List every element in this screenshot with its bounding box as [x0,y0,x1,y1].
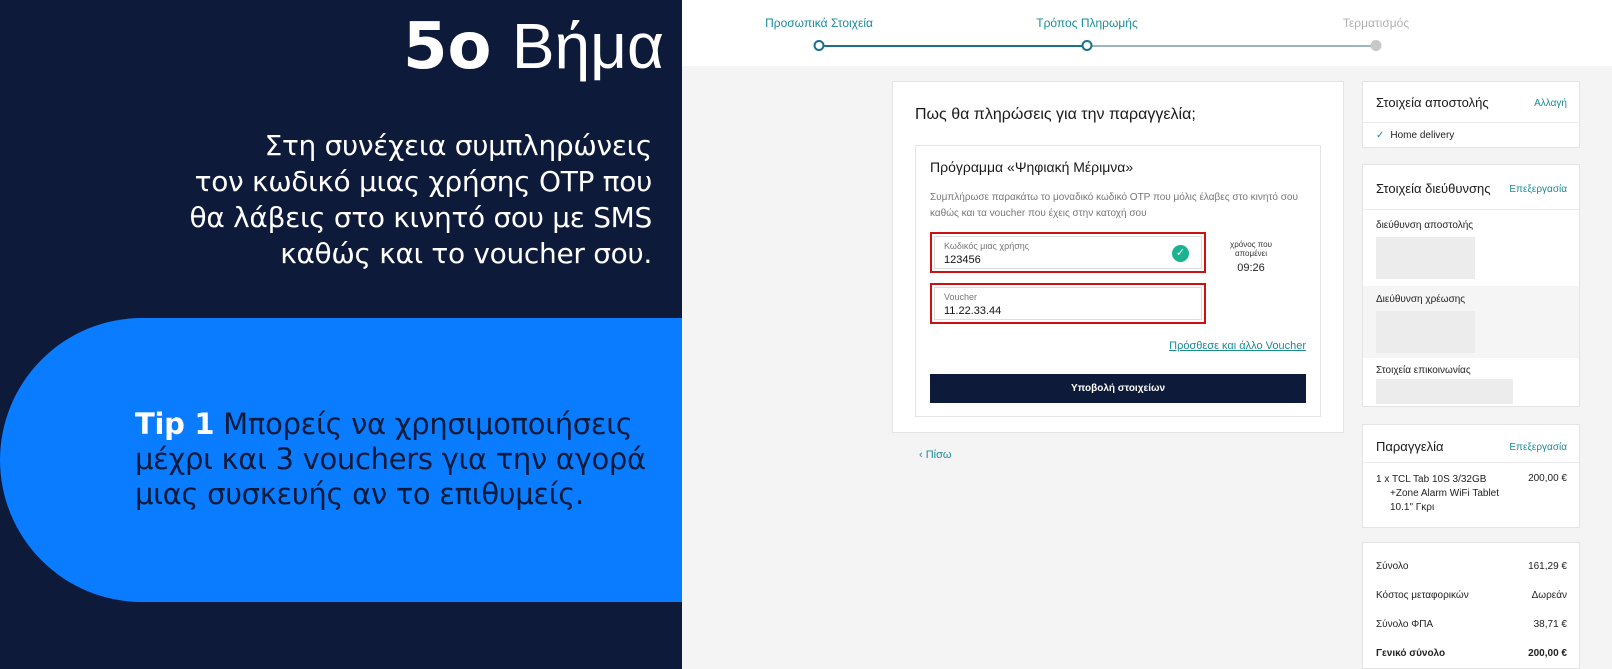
back-link[interactable]: ‹ Πίσω [919,449,952,461]
voucher-field-highlight [930,283,1206,324]
program-title: Πρόγραμμα «Ψηφιακή Μέριμνα» [930,159,1134,175]
step-heading [403,8,664,85]
check-icon: ✓ [1376,130,1385,141]
divider [1363,122,1579,123]
shipping-option [1376,130,1454,141]
check-circle-icon: ✓ [1172,245,1189,262]
shipping-change-link[interactable]: Αλλαγή [1534,98,1567,109]
timer-value: 09:26 [1237,262,1265,274]
grand-total-label: Γενικό σύνολο [1376,648,1446,659]
order-title: Παραγγελία [1376,439,1444,454]
step-payment-method[interactable]: Τρόπος Πληρωμής [1036,16,1138,30]
order-item-line: 10.1" Γκρι [1390,502,1435,513]
order-item-line: +Zone Alarm WiFi Tablet [1390,488,1500,499]
address-edit-link[interactable]: Επεξεργασία [1509,184,1567,195]
payment-question: Πως θα πληρώσεις για την παραγγελία; [915,106,1196,123]
voucher-input[interactable] [934,287,1202,320]
submit-button[interactable]: Υποβολή στοιχείων [930,374,1306,403]
order-item-price: 200,00 € [1528,473,1567,484]
timer-label-1: χρόνος που [1230,240,1272,249]
checkout-screenshot [682,0,1612,669]
tip-label: Tip 1 [135,407,215,441]
shipping-card [1362,81,1580,148]
order-card [1362,424,1580,528]
tip-body: Μπορείς να χρησιμοποιήσεις μέχρι και 3 vouchers για την αγορά μιας συσκευής αν το επιθυμείς. [135,407,646,511]
redacted-billing-address [1376,311,1475,353]
intro-line: Στη συνέχεια συμπληρώνεις [264,129,652,162]
step-word: Βήμα [511,10,664,82]
stepper-line-pending [1087,45,1376,47]
order-item-line: 1 x TCL Tab 10S 3/32GB [1376,474,1487,485]
voucher-value: 11.22.33.44 [944,305,1002,317]
billing-address-label: Διεύθυνση χρέωσης [1376,294,1466,305]
otp-label: Κωδικός μιας χρήσης [944,241,1030,251]
intro-line: καθώς και το voucher σου. [280,237,652,270]
shipping-title: Στοιχεία αποστολής [1376,95,1489,110]
totals-card [1362,542,1580,669]
order-item [1376,473,1499,515]
grand-total-value: 200,00 € [1528,648,1567,659]
total-value: 161,29 € [1528,561,1567,572]
intro-line: θα λάβεις στο κινητό σου με SMS [189,201,652,234]
otp-input[interactable] [934,236,1202,269]
redacted-contact [1376,379,1513,404]
shipping-option-label: Home delivery [1390,130,1455,141]
stepper-line-complete [819,45,1087,47]
instruction-panel [0,0,682,669]
program-card [915,145,1321,417]
divider [1363,462,1579,463]
shipping-cost-label: Κόστος μεταφορικών [1376,590,1469,601]
program-description: Συμπλήρωσε παρακάτω το μοναδικό κωδικό OTP που μόλις έλαβες στο κινητό σου καθώς και τα voucher που έχεις στην κατοχή σου [930,192,1298,219]
timer-label-2: απομένει [1235,249,1267,258]
step-completion: Τερματισμός [1342,16,1410,30]
shipping-address-label: διεύθυνση αποστολής [1376,220,1474,231]
step-personal-info[interactable]: Προσωπικά Στοιχεία [765,16,873,30]
total-label: Σύνολο [1376,561,1409,572]
voucher-label: Voucher [944,292,978,302]
checkout-stepper [682,0,1612,66]
shipping-cost-value: Δωρεάν [1531,590,1567,601]
step-dot-completion [1371,40,1382,51]
address-title: Στοιχεία διεύθυνσης [1376,181,1491,196]
step-dot-payment [1082,40,1093,51]
order-edit-link[interactable]: Επεξεργασία [1509,442,1567,453]
intro-line: τον κωδικό μιας χρήσης OTP που [194,165,652,198]
divider [1363,209,1579,210]
redacted-shipping-address [1376,237,1475,279]
step-dot-personal [814,40,825,51]
otp-value: 123456 [944,254,981,266]
address-card [1362,164,1580,407]
step-number: 5ο [403,10,492,84]
vat-value: 38,71 € [1533,619,1567,630]
otp-field-highlight [930,232,1206,273]
payment-card [892,81,1344,433]
vat-label: Σύνολο ΦΠΑ [1376,619,1434,630]
tip-text [135,407,655,512]
contact-label: Στοιχεία επικοινωνίας [1376,365,1471,376]
add-voucher-link[interactable]: Πρόσθεσε και άλλο Voucher [1169,340,1306,352]
intro-text [92,128,652,272]
otp-timer [1216,240,1286,273]
